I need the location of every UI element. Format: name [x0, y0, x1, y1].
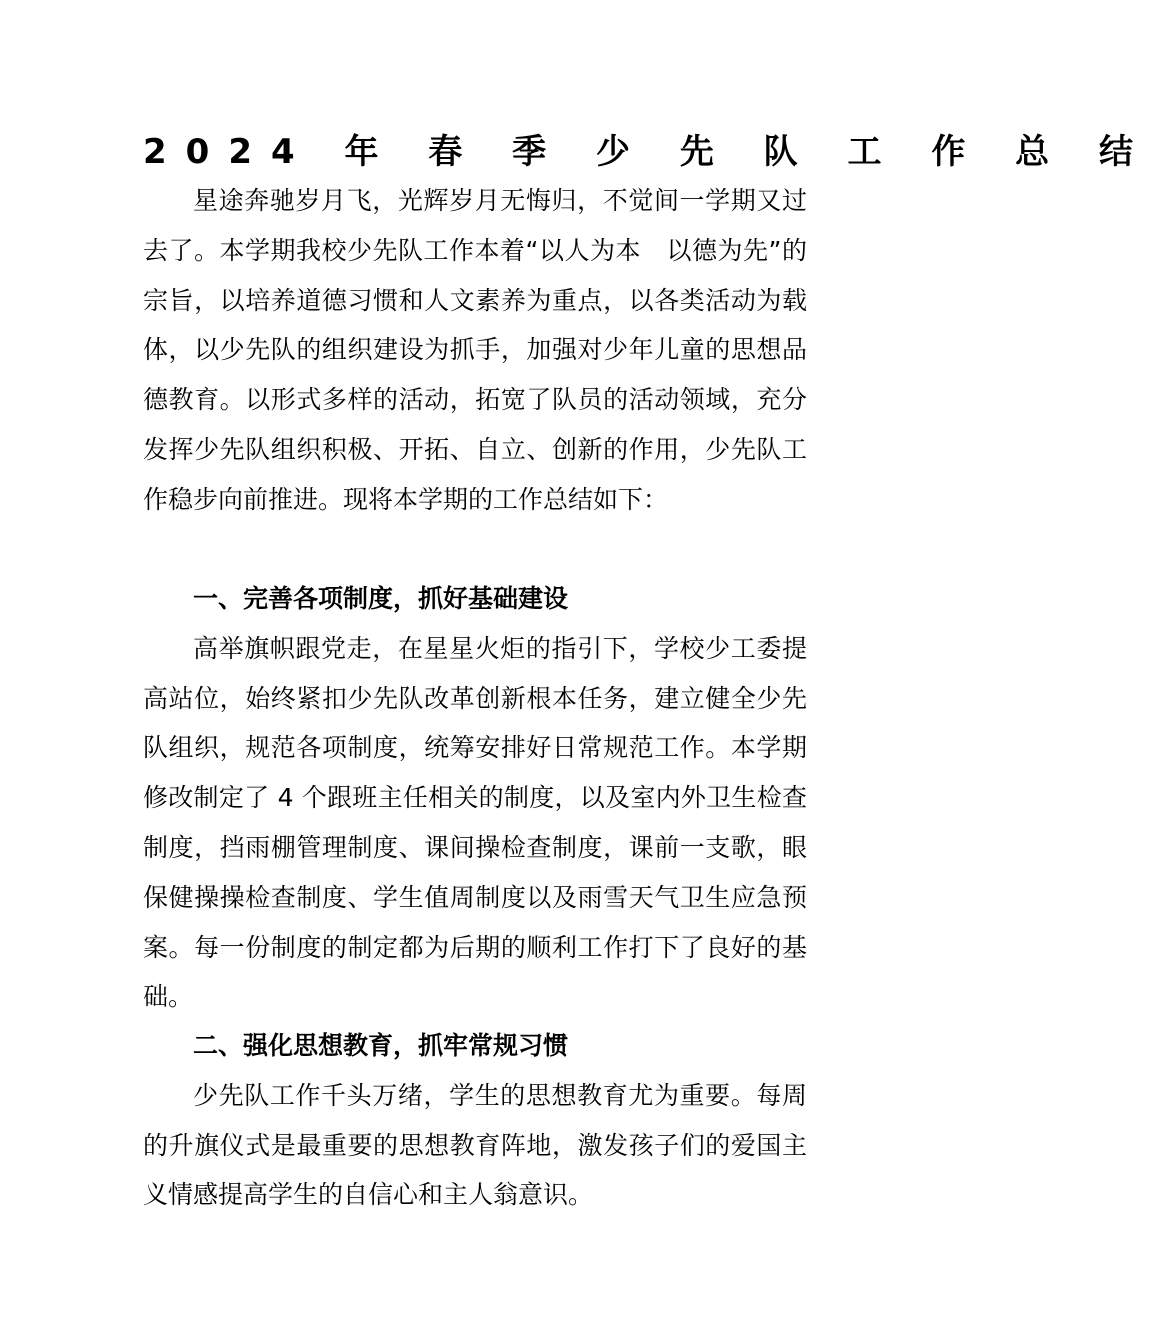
- section-2-block: [143, 1021, 807, 1220]
- section-1-heading: 一、完善各项制度，抓好基础建设: [193, 584, 569, 613]
- section-2-paragraph: 少先队工作千头万绪，学生的思想教育尤为重要。每周的升旗仪式是最重要的思想教育阵地，激发孩子们的爱国主义情感提高学生的自信心和主人翁意识。: [143, 1080, 807, 1210]
- section-1-block: [143, 574, 807, 1022]
- intro-paragraph: 星途奔驰岁月飞，光辉岁月无悔归，不觉间一学期又过去了。本学期我校少先队工作本着“以人为本 以德为先”的宗旨，以培养道德习惯和人文素养为重点，以各类活动为载体，以少先队的组织建设为抓手，加强对少年儿童的思想品德教育。以形式多样的活动，拓宽了队员的活动领域，充分发挥少先队组织积极、开拓、自立、创新的作用，少先队工作稳步向前推进。现将本学期的工作总结如下：: [143, 186, 807, 514]
- section-2-heading: 二、强化思想教育，抓牢常规习惯: [193, 1031, 569, 1060]
- intro-block: [143, 176, 807, 525]
- document-title: 2024 年 春 季 少 先 队 工 作 总 结: [143, 132, 1152, 172]
- section-1-paragraph: 高举旗帜跟党走，在星星火炬的指引下，学校少工委提高站位，始终紧扣少先队改革创新根本任务，建立健全少先队组织，规范各项制度，统筹安排好日常规范工作。本学期修改制定了 4 个跟班主任相关的制度，以及室内外卫生检查制度，挡雨棚管理制度、课间操检查制度，课前一支歌，眼保健操操检查制度、学生值周制度以及雨雪天气卫生应急预案。每一份制度的制定都为后期的顺利工作打下了良好的基础。: [143, 633, 807, 1012]
